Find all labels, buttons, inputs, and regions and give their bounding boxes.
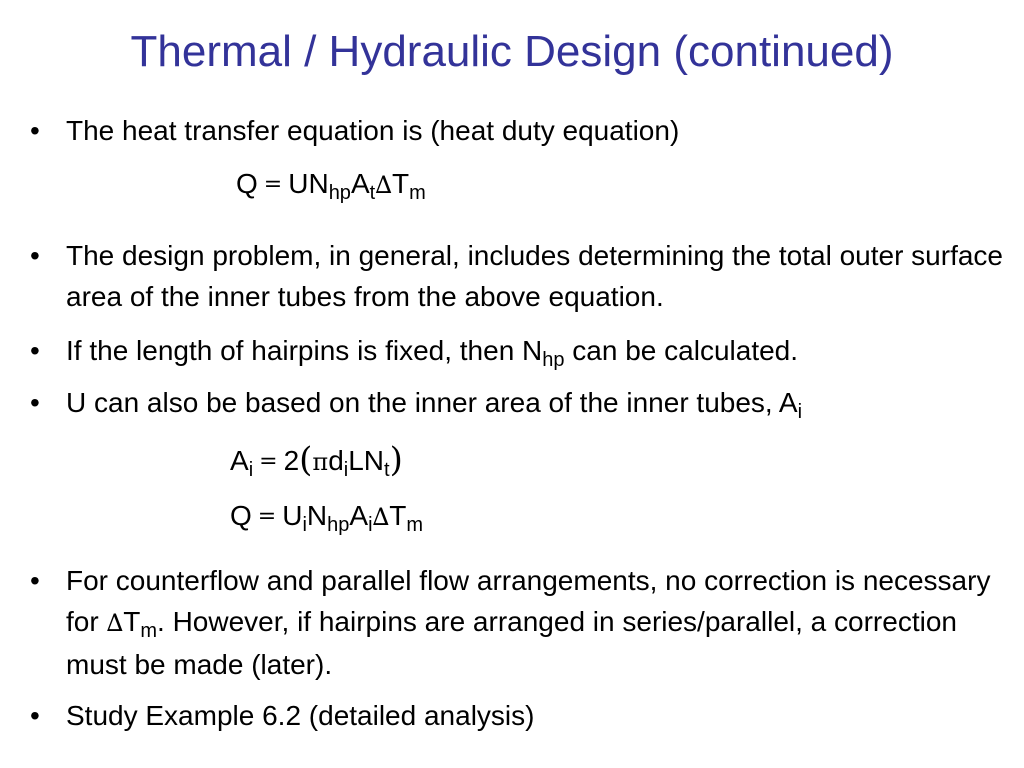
bullet-text: The design problem, in general, includes determining the total outer surface area of the inner tubes from the above equation.	[66, 240, 1003, 312]
bullet-text: For counterflow and parallel flow arrangements, no correction is necessary for $\Delta T_m$. However, if hairpins are arranged in series/parallel, a correction must be made (later).	[66, 565, 991, 680]
bullet-marker: •	[30, 115, 40, 146]
bullet-marker: •	[30, 240, 40, 271]
slide-title: Thermal / Hydraulic Design (continued)	[130, 27, 894, 76]
equation-heat-duty: $Q = UN_{hp}A_t\Delta T_m$	[236, 168, 426, 204]
bullet-marker: •	[30, 387, 40, 418]
bullet-marker: •	[30, 700, 40, 731]
equation-inner-area: $A_i = 2(\pi d_iLN_t)$	[230, 440, 403, 481]
bullet-marker: •	[30, 335, 40, 366]
bullet-heat-transfer-equation	[30, 110, 1010, 151]
bullet-inner-area	[30, 382, 1010, 423]
equation-heat-duty-inner: $Q = U_iN_{hp}A_i\Delta T_m$	[230, 500, 424, 536]
bullet-text: If the length of hairpins is fixed, then $N_{hp}$ can be calculated.	[66, 335, 799, 371]
bullet-design-problem	[30, 235, 1010, 317]
bullet-text: U can also be based on the inner area of the inner tubes, $A_i$	[66, 387, 803, 423]
bullet-study-example	[30, 695, 1010, 736]
bullet-marker: •	[30, 565, 40, 596]
bullet-counterflow-correction	[30, 560, 1010, 685]
bullet-text: The heat transfer equation is (heat duty equation)	[66, 115, 680, 146]
bullet-text: Study Example 6.2 (detailed analysis)	[66, 700, 535, 731]
bullet-hairpin-length	[30, 330, 1010, 371]
